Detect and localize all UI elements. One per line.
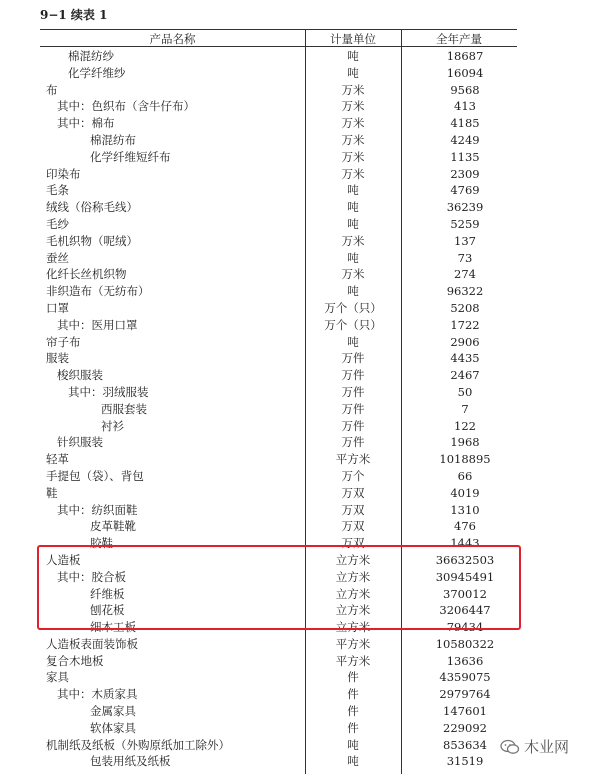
table-row [40,283,517,300]
unit: 万米 [341,116,365,131]
table-row [40,334,517,351]
annual-output: 1018895 [439,452,491,467]
annual-output: 5259 [450,216,480,231]
annual-output: 96322 [446,284,484,299]
product-name: 其中：胶合板 [57,569,126,584]
annual-output: 1968 [450,435,480,450]
unit: 万米 [341,132,365,147]
unit: 万米 [341,149,365,164]
unit: 万双 [341,485,365,500]
unit: 件 [347,670,359,685]
annual-output: 2906 [450,334,480,349]
unit: 万件 [341,384,365,399]
highlight-box [37,545,521,630]
annual-output: 370012 [443,586,487,601]
table-caption: 9−1 续表 1 [40,8,108,22]
table-row [40,468,517,485]
product-name: 非织造布（无纺布） [46,284,150,299]
product-name: 帘子布 [46,334,81,349]
unit: 万件 [341,401,365,416]
unit: 万双 [341,502,365,517]
annual-output: 4185 [450,116,480,131]
table-row [40,737,517,754]
annual-output: 229092 [443,720,487,735]
header-unit: 计量单位 [330,32,376,46]
table-row [40,300,517,317]
unit: 立方米 [335,586,371,601]
table-row [40,98,517,115]
table-row [40,669,517,686]
product-name: 布 [46,82,58,97]
table-row [40,434,517,451]
annual-output: 3206447 [439,603,491,618]
product-name: 其中：色织布（含牛仔布） [57,99,195,114]
product-name: 鞋 [46,485,58,500]
unit: 万件 [341,435,365,450]
unit: 万米 [341,267,365,282]
unit: 万个（只） [324,300,382,315]
table-row [40,250,517,267]
product-name: 金属家具 [90,704,136,719]
table-row [40,115,517,132]
annual-output: 1135 [450,149,480,164]
product-name: 人造板 [46,552,81,567]
unit: 吨 [347,183,359,198]
unit: 立方米 [335,603,371,618]
product-name: 棉混纺布 [90,132,136,147]
product-name: 轻革 [46,452,69,467]
unit: 吨 [347,754,359,769]
table-row [40,686,517,703]
unit: 万个 [341,468,365,483]
unit: 立方米 [335,552,371,567]
table-row [40,132,517,149]
watermark-text: 木业网 [524,738,570,756]
unit: 万件 [341,418,365,433]
annual-output: 31519 [446,754,484,769]
product-name: 手提包（袋）、背包 [46,468,144,483]
unit: 万米 [341,166,365,181]
product-name: 衬衫 [101,418,124,433]
unit: 吨 [347,65,359,80]
annual-output: 66 [457,468,473,483]
product-name: 服装 [46,351,69,366]
table-row [40,384,517,401]
annual-output: 4435 [450,351,480,366]
table-body [40,48,517,770]
product-name: 毛机织物（呢绒） [46,233,138,248]
unit: 平方米 [335,452,371,467]
annual-output: 4249 [450,132,480,147]
product-name: 纤维板 [90,586,125,601]
unit: 件 [347,687,359,702]
table-row [40,166,517,183]
annual-output: 13636 [446,653,484,668]
unit: 万双 [341,536,365,551]
product-name: 机制纸及纸板（外购原纸加工除外） [46,737,230,752]
annual-output: 1722 [450,317,480,332]
unit: 万个（只） [324,317,382,332]
table-row [40,367,517,384]
unit: 件 [347,704,359,719]
product-name: 其中：羽绒服装 [68,384,149,399]
annual-output: 4019 [450,485,480,500]
table-row [40,65,517,82]
unit: 万米 [341,99,365,114]
product-name: 软体家具 [90,720,136,735]
annual-output: 1443 [450,536,480,551]
annual-output: 2309 [450,166,480,181]
annual-output: 2979764 [439,687,491,702]
product-name: 细木工板 [90,620,136,635]
annual-output: 30945491 [435,569,495,584]
annual-output: 476 [454,519,476,534]
annual-output: 1310 [450,502,480,517]
table-row [40,703,517,720]
product-name: 化学纤维纱 [68,65,126,80]
annual-output: 4769 [450,183,480,198]
table-row [40,350,517,367]
product-name: 口罩 [46,300,69,315]
unit: 吨 [347,737,359,752]
annual-output: 122 [454,418,476,433]
product-name: 人造板表面装饰板 [46,636,138,651]
unit: 吨 [347,250,359,265]
table-row [40,485,517,502]
annual-output: 5208 [450,300,480,315]
unit: 平方米 [335,653,371,668]
annual-output: 2467 [450,368,480,383]
annual-output: 274 [454,267,476,282]
table-row [40,48,517,65]
annual-output: 16094 [446,65,484,80]
annual-output: 4359075 [439,670,491,685]
table-row [40,653,517,670]
annual-output: 9568 [450,82,480,97]
table-row [40,518,517,535]
product-name: 蚕丝 [46,250,69,265]
product-name: 其中：纺织面鞋 [57,502,138,517]
table-row [40,720,517,737]
product-name: 梭织服装 [57,368,103,383]
header-annual-output: 全年产量 [436,32,482,46]
unit: 吨 [347,200,359,215]
product-name: 其中：医用口罩 [57,317,138,332]
unit: 万双 [341,519,365,534]
annual-output: 79434 [446,620,484,635]
product-name: 毛条 [46,183,69,198]
unit: 万米 [341,82,365,97]
table-row [40,401,517,418]
table-row [40,82,517,99]
annual-output: 18687 [446,49,484,63]
unit: 万米 [341,233,365,248]
table-row [40,199,517,216]
product-name: 家具 [46,670,69,685]
table-row [40,216,517,233]
product-name: 其中：木质家具 [57,687,138,702]
product-name: 复合木地板 [46,653,104,668]
product-name: 胶鞋 [90,536,113,551]
annual-output: 147601 [443,704,487,719]
table-row [40,753,517,770]
annual-output: 10580322 [435,636,495,651]
annual-output: 73 [457,250,473,265]
table-row [40,149,517,166]
unit: 件 [347,720,359,735]
product-name: 包装用纸及纸板 [90,754,171,769]
annual-output: 36632503 [435,552,495,567]
top-rule [40,29,517,30]
watermark [500,736,569,757]
unit: 立方米 [335,620,371,635]
unit: 立方米 [335,569,371,584]
table-row [40,182,517,199]
product-name: 化纤长丝机织物 [46,267,127,282]
product-name: 其中：棉布 [57,116,115,131]
product-name: 针织服装 [57,435,103,450]
table-row [40,636,517,653]
product-name: 绒线（俗称毛线） [46,200,138,215]
product-name: 刨花板 [90,603,125,618]
table-row [40,502,517,519]
header-product-name: 产品名称 [149,32,196,46]
product-name: 毛纱 [46,216,69,231]
unit: 吨 [347,334,359,349]
product-name: 棉混纺纱 [68,49,114,63]
annual-output: 50 [457,384,473,399]
product-name: 皮革鞋靴 [90,519,136,534]
annual-output: 7 [461,401,469,416]
table-row [40,233,517,250]
annual-output: 137 [454,233,476,248]
unit: 平方米 [335,636,371,651]
table-row [40,317,517,334]
annual-output: 413 [454,99,476,114]
annual-output: 36239 [446,200,484,215]
product-name: 化学纤维短纤布 [90,149,171,164]
annual-output: 853634 [443,737,487,752]
unit: 吨 [347,216,359,231]
table-row [40,266,517,283]
unit: 吨 [347,284,359,299]
unit: 万件 [341,368,365,383]
product-name: 印染布 [46,166,81,181]
table-row [40,418,517,435]
table-row [40,451,517,468]
unit: 吨 [347,49,359,63]
unit: 万件 [341,351,365,366]
product-name: 西服套装 [101,401,147,416]
wechat-icon [500,739,520,755]
